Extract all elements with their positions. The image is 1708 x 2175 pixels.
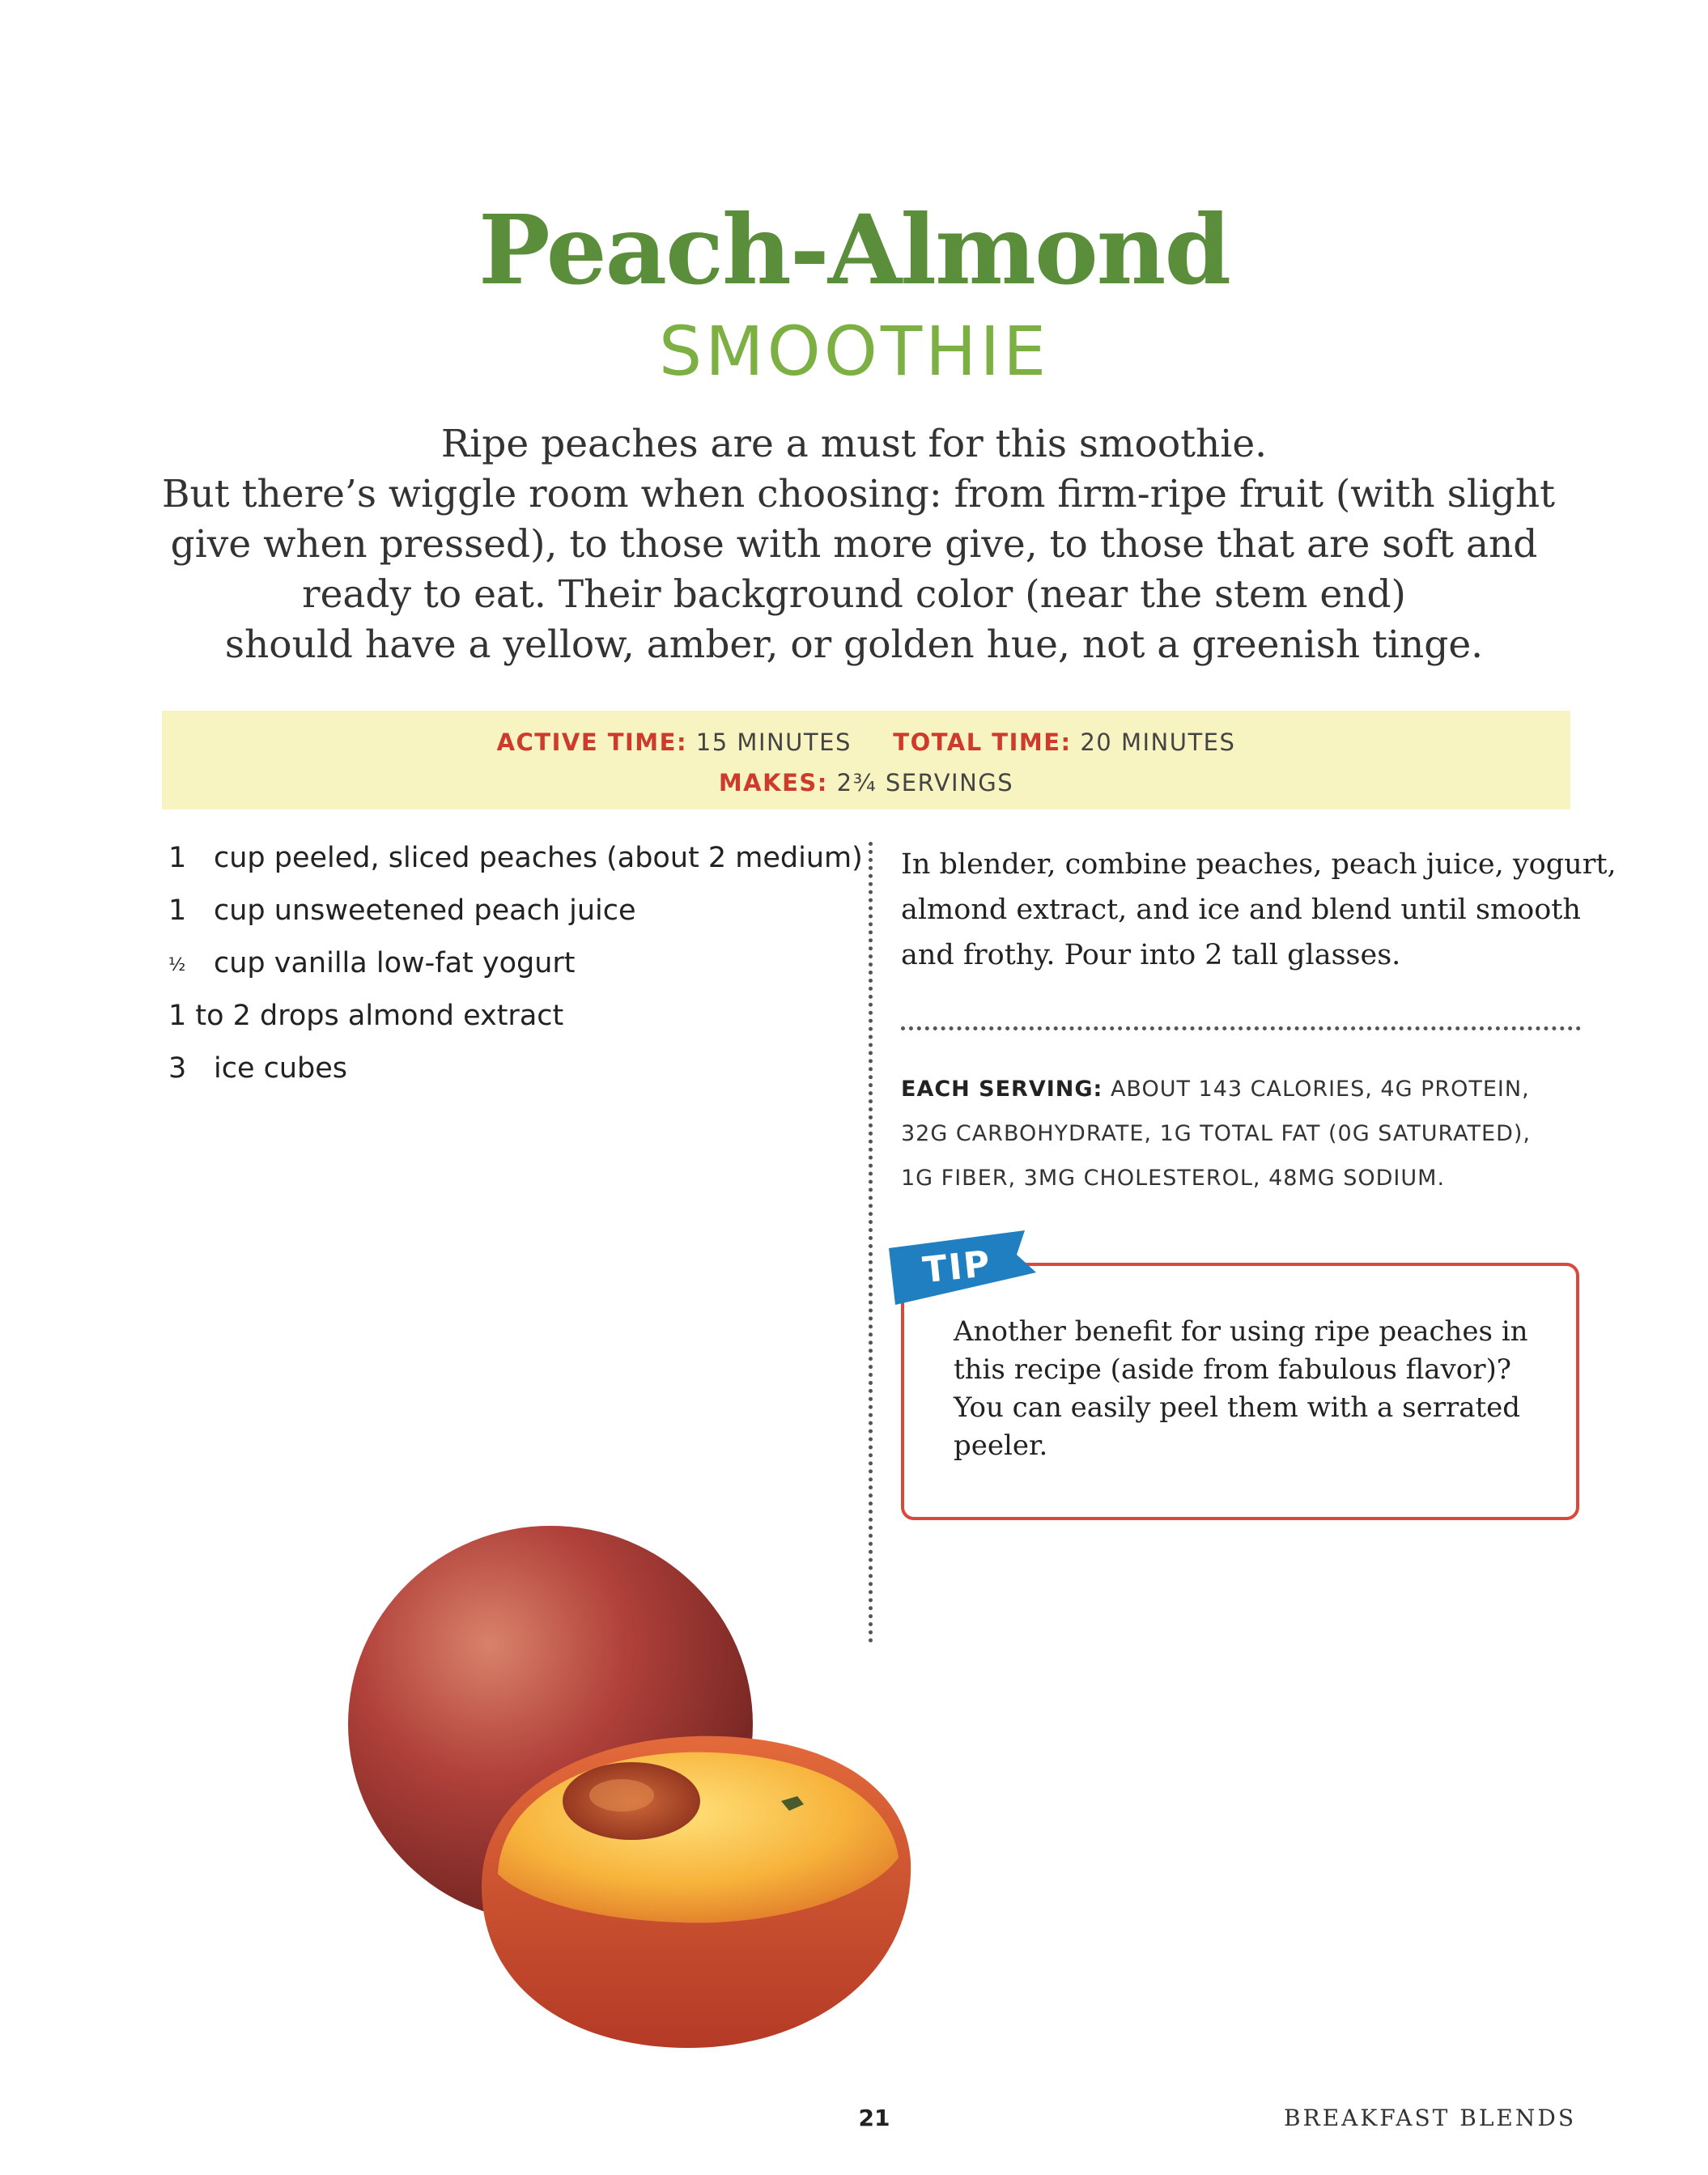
nutrition-info xyxy=(901,1067,1581,1200)
makes-label: MAKES: xyxy=(718,769,828,797)
tip-line: Another benefit for using ripe peaches in xyxy=(954,1315,1528,1348)
tip-line: peeler. xyxy=(954,1429,1048,1462)
ingredients-list xyxy=(168,842,865,1105)
tip-text xyxy=(954,1313,1553,1465)
ingredient-qty: 3 xyxy=(168,1052,187,1085)
recipe-title: Peach-Almond xyxy=(478,193,1230,306)
ingredient-text: 1 to 2 drops almond extract xyxy=(168,1000,564,1032)
ingredient-item xyxy=(168,894,865,947)
nutrition-line: 1G FIBER, 3MG CHOLESTEROL, 48MG SODIUM. xyxy=(901,1166,1446,1191)
ingredient-item xyxy=(168,947,865,1000)
tip-line: this recipe (aside from fabulous flavor)? xyxy=(954,1353,1511,1386)
direction-line: In blender, combine peaches, peach juice, yogurt, xyxy=(901,848,1617,881)
ingredient-text: cup vanilla low-fat yogurt xyxy=(214,947,576,979)
servings-row xyxy=(162,769,1570,797)
ingredient-item xyxy=(168,1052,865,1105)
total-time-value: 20 MINUTES xyxy=(1080,729,1236,756)
ingredient-qty: ½ xyxy=(168,955,186,975)
ingredient-qty: 1 xyxy=(168,894,187,927)
ingredient-text: ice cubes xyxy=(214,1052,348,1085)
ingredient-text: cup unsweetened peach juice xyxy=(214,894,636,927)
nutrition-label: EACH SERVING: xyxy=(901,1077,1103,1102)
tip-label: TIP xyxy=(920,1243,994,1292)
makes-value: 2¾ SERVINGS xyxy=(836,769,1014,797)
ingredient-text: cup peeled, sliced peaches (about 2 medium) xyxy=(214,842,863,874)
time-banner xyxy=(162,711,1570,809)
intro-line: But there’s wiggle room when choosing: from firm-ripe fruit (with slight xyxy=(162,472,1556,516)
direction-line: almond extract, and ice and blend until smooth xyxy=(901,894,1581,926)
directions xyxy=(901,842,1617,978)
intro-paragraph xyxy=(162,419,1556,670)
intro-line: ready to eat. Their background color (near the stem end) xyxy=(302,572,1406,617)
ingredient-item xyxy=(168,842,865,894)
ingredient-item xyxy=(168,1000,865,1052)
intro-line: give when pressed), to those with more give, to those that are soft and xyxy=(170,522,1538,567)
active-time-label: ACTIVE TIME: xyxy=(496,729,688,756)
section-divider xyxy=(901,1026,1581,1030)
total-time-label: TOTAL TIME: xyxy=(893,729,1072,756)
time-row xyxy=(162,729,1570,756)
intro-line: Ripe peaches are a must for this smoothie. xyxy=(440,422,1268,466)
page-number: 21 xyxy=(858,2105,890,2131)
section-title: BREAKFAST BLENDS xyxy=(1284,2105,1576,2131)
nutrition-line: ABOUT 143 CALORIES, 4G PROTEIN, xyxy=(1110,1077,1530,1102)
ingredient-qty: 1 xyxy=(168,842,187,874)
direction-line: and frothy. Pour into 2 tall glasses. xyxy=(901,939,1401,971)
intro-line: should have a yellow, amber, or golden hue, not a greenish tinge. xyxy=(224,622,1484,667)
peach-illustration xyxy=(340,1522,955,2064)
tip-line: You can easily peel them with a serrated xyxy=(954,1391,1521,1424)
active-time-value: 15 MINUTES xyxy=(695,729,852,756)
nutrition-line: 32G CARBOHYDRATE, 1G TOTAL FAT (0G SATURATED), xyxy=(901,1121,1531,1146)
recipe-subtitle: SMOOTHIE xyxy=(658,312,1050,391)
